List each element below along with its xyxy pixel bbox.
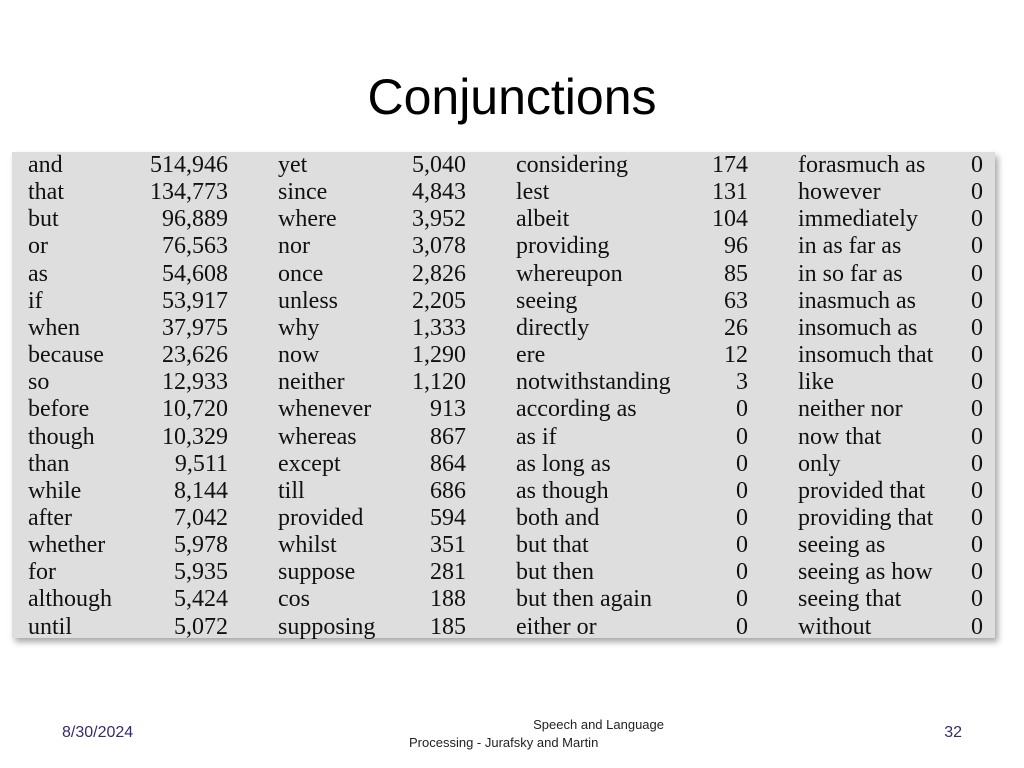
conjunction-word: nor [278, 233, 310, 260]
conjunction-word: unless [278, 287, 338, 314]
footer-source-line1: Speech and Language [533, 717, 664, 732]
conjunction-count: 85 [724, 260, 748, 287]
conjunction-count: 26 [724, 314, 748, 341]
conjunction-count: 351 [430, 532, 466, 559]
conjunction-word: except [278, 450, 341, 477]
conjunction-word: lest [516, 179, 550, 206]
conjunction-word: though [28, 423, 95, 450]
conjunction-word: like [798, 369, 834, 396]
conjunction-count: 63 [724, 287, 748, 314]
conjunction-count: 0 [971, 369, 983, 396]
conjunctions-table [12, 152, 995, 638]
conjunction-count: 0 [736, 396, 748, 423]
conjunction-count: 0 [971, 477, 983, 504]
conjunction-count: 185 [430, 613, 466, 640]
conjunction-count: 12 [724, 342, 748, 369]
conjunction-count: 0 [971, 504, 983, 531]
conjunction-word: as though [516, 477, 609, 504]
conjunction-count: 12,933 [162, 369, 228, 396]
conjunction-count: 0 [971, 396, 983, 423]
conjunction-count: 0 [736, 559, 748, 586]
conjunction-word: only [798, 450, 841, 477]
conjunction-count: 0 [971, 450, 983, 477]
conjunction-word: whenever [278, 396, 372, 423]
conjunction-count: 5,424 [174, 586, 228, 613]
conjunction-count: 104 [712, 206, 748, 233]
conjunction-word: whilst [278, 532, 337, 559]
conjunction-word: provided [278, 504, 364, 531]
conjunction-word: because [28, 342, 104, 369]
footer-source [400, 716, 670, 752]
conjunction-word: although [28, 586, 112, 613]
conjunction-word: directly [516, 314, 590, 341]
conjunction-word: insomuch as [798, 314, 918, 341]
conjunction-count: 134,773 [150, 179, 228, 206]
conjunction-word: cos [278, 586, 310, 613]
conjunction-count: 0 [736, 423, 748, 450]
conjunction-word: inasmuch as [798, 287, 916, 314]
conjunction-word: as if [516, 423, 557, 450]
conjunction-count: 0 [971, 206, 983, 233]
conjunction-word: until [28, 613, 73, 640]
conjunction-count: 0 [736, 504, 748, 531]
conjunction-word: but that [516, 532, 589, 559]
conjunction-word: according as [516, 396, 637, 423]
conjunction-count: 131 [712, 179, 748, 206]
conjunction-word: whether [28, 532, 106, 559]
conjunction-count: 9,511 [174, 450, 228, 477]
conjunction-word: providing [516, 233, 610, 260]
conjunction-count: 0 [736, 450, 748, 477]
conjunction-count: 0 [736, 532, 748, 559]
conjunction-count: 0 [736, 586, 748, 613]
conjunction-word: so [28, 369, 50, 396]
conjunction-word: without [798, 613, 872, 640]
conjunction-count: 4,843 [412, 179, 466, 206]
conjunction-word: as long as [516, 450, 611, 477]
conjunction-count: 1,333 [412, 314, 466, 341]
conjunction-word: seeing as [798, 532, 886, 559]
conjunction-count: 37,975 [162, 314, 228, 341]
conjunction-count: 0 [736, 477, 748, 504]
conjunction-count: 864 [430, 450, 466, 477]
conjunction-count: 3 [736, 369, 748, 396]
conjunction-word: yet [278, 152, 308, 178]
conjunction-word: insomuch that [798, 342, 934, 369]
conjunction-word: than [28, 450, 70, 477]
conjunction-word: now [278, 342, 320, 369]
conjunction-count: 7,042 [174, 504, 228, 531]
conjunction-count: 3,078 [412, 233, 466, 260]
conjunction-count: 0 [971, 260, 983, 287]
conjunction-count: 188 [430, 586, 466, 613]
conjunction-count: 0 [971, 586, 983, 613]
conjunction-word: immediately [798, 206, 918, 233]
conjunction-count: 54,608 [162, 260, 228, 287]
conjunction-count: 0 [971, 423, 983, 450]
conjunction-word: provided that [798, 477, 926, 504]
conjunction-word: suppose [278, 559, 356, 586]
conjunction-word: since [278, 179, 328, 206]
conjunction-count: 10,720 [162, 396, 228, 423]
conjunction-count: 0 [971, 613, 983, 640]
conjunction-word: whereupon [516, 260, 623, 287]
conjunction-count: 2,826 [412, 260, 466, 287]
conjunction-word: once [278, 260, 324, 287]
conjunction-count: 5,072 [174, 613, 228, 640]
conjunction-count: 594 [430, 504, 466, 531]
conjunction-count: 2,205 [412, 287, 466, 314]
conjunction-word: supposing [278, 613, 376, 640]
conjunction-word: neither nor [798, 396, 903, 423]
conjunction-word: considering [516, 152, 628, 178]
conjunction-count: 0 [971, 233, 983, 260]
conjunction-count: 686 [430, 477, 466, 504]
conjunction-word: after [28, 504, 72, 531]
conjunction-word: now that [798, 423, 882, 450]
conjunction-word: both and [516, 504, 600, 531]
conjunction-word: for [28, 559, 56, 586]
conjunction-count: 0 [971, 287, 983, 314]
conjunction-count: 0 [971, 559, 983, 586]
conjunction-count: 0 [971, 532, 983, 559]
footer-date: 8/30/2024 [62, 724, 134, 741]
conjunction-word: if [28, 287, 43, 314]
conjunction-count: 867 [430, 423, 466, 450]
conjunction-word: where [278, 206, 337, 233]
conjunction-word: till [278, 477, 305, 504]
conjunction-count: 10,329 [162, 423, 228, 450]
conjunction-word: or [28, 233, 48, 260]
conjunction-word: but then [516, 559, 594, 586]
conjunction-count: 96,889 [162, 206, 228, 233]
conjunction-count: 1,290 [412, 342, 466, 369]
conjunction-count: 514,946 [150, 152, 228, 178]
slide-title: Conjunctions [367, 69, 657, 125]
conjunction-count: 1,120 [412, 369, 466, 396]
conjunction-word: while [28, 477, 82, 504]
conjunction-count: 174 [712, 152, 748, 178]
conjunction-word: forasmuch as [798, 152, 926, 178]
conjunction-word: seeing that [798, 586, 902, 613]
conjunction-word: in so far as [798, 260, 903, 287]
conjunction-count: 5,978 [174, 532, 228, 559]
conjunction-count: 3,952 [412, 206, 466, 233]
conjunction-count: 0 [971, 342, 983, 369]
conjunction-count: 0 [971, 152, 983, 178]
conjunction-word: albeit [516, 206, 570, 233]
conjunction-word: but [28, 206, 59, 233]
conjunction-count: 0 [971, 314, 983, 341]
conjunction-word: before [28, 396, 90, 423]
conjunction-word: that [28, 179, 64, 206]
conjunction-word: and [28, 152, 63, 178]
conjunction-word: as [28, 260, 48, 287]
conjunction-count: 8,144 [174, 477, 228, 504]
conjunction-word: either or [516, 613, 597, 640]
conjunction-word: in as far as [798, 233, 902, 260]
conjunction-word: neither [278, 369, 345, 396]
conjunction-word: but then again [516, 586, 652, 613]
conjunction-count: 281 [430, 559, 466, 586]
conjunction-word: notwithstanding [516, 369, 671, 396]
conjunction-count: 76,563 [162, 233, 228, 260]
conjunction-word: why [278, 314, 320, 341]
conjunction-count: 5,935 [174, 559, 228, 586]
conjunction-word: when [28, 314, 80, 341]
conjunction-count: 913 [430, 396, 466, 423]
footer-source-line2: Processing - Jurafsky and Martin [409, 735, 599, 750]
page-number: 32 [944, 724, 962, 741]
conjunction-word: providing that [798, 504, 934, 531]
conjunction-count: 23,626 [162, 342, 228, 369]
conjunction-word: seeing [516, 287, 578, 314]
conjunction-word: seeing as how [798, 559, 933, 586]
conjunction-count: 53,917 [162, 287, 228, 314]
conjunction-count: 5,040 [412, 152, 466, 178]
conjunction-count: 0 [736, 613, 748, 640]
conjunction-count: 0 [971, 179, 983, 206]
conjunction-word: ere [516, 342, 546, 369]
conjunction-word: whereas [278, 423, 357, 450]
conjunction-word: however [798, 179, 881, 206]
conjunction-count: 96 [724, 233, 748, 260]
